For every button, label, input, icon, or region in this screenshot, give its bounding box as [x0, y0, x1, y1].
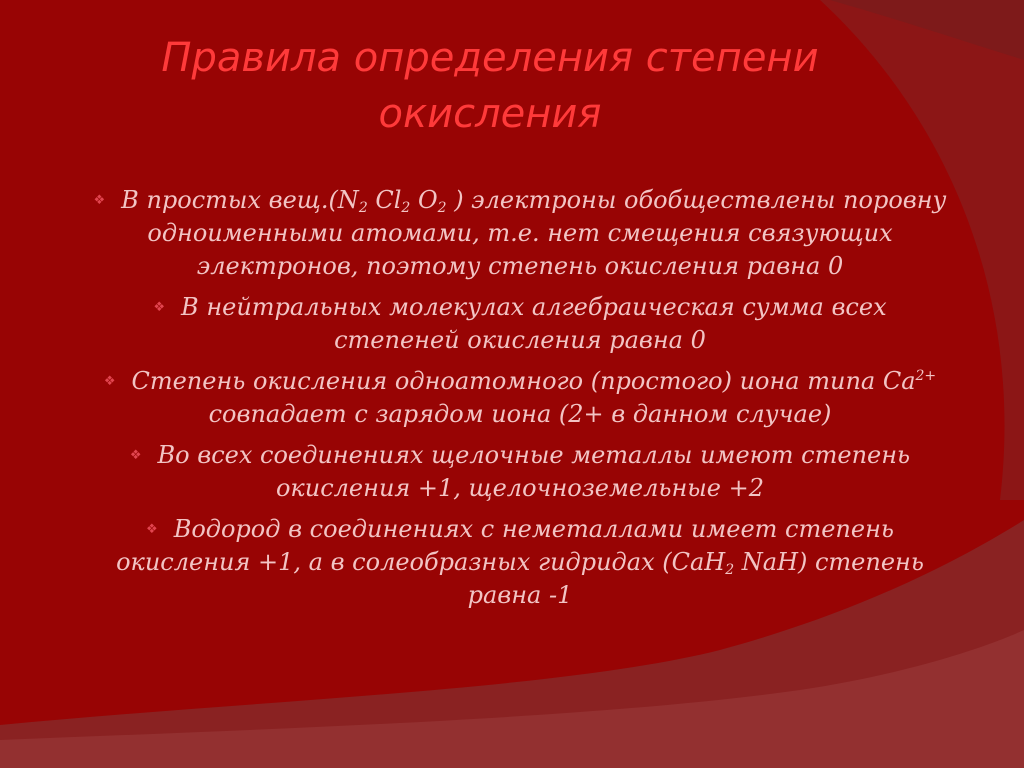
subscript: 2 — [437, 200, 447, 216]
slide-title-line-1: Правила определения степени — [161, 35, 819, 81]
bullet-text: ) электроны обобществлены поровну одноименными атомами, т.е. нет смещения связующих электронов, поэтому степень окисления равна 0 — [147, 186, 947, 280]
subscript: 2 — [358, 200, 368, 216]
bullet-item-monatomic-ion — [80, 365, 960, 431]
subscript: 2 — [725, 562, 735, 578]
bullet-text: O — [410, 186, 438, 214]
diamond-bullet-icon: ❖ — [129, 448, 142, 463]
bullet-text: Cl — [367, 186, 402, 214]
bullet-text: Во всех соединениях щелочные металлы имеют степень окисления +1, щелочноземельные +2 — [157, 441, 911, 502]
bullet-list — [80, 184, 960, 620]
bullet-item-neutral-molecules — [80, 291, 960, 357]
diamond-bullet-icon: ❖ — [93, 193, 106, 208]
bullet-item-simple-substances — [80, 184, 960, 283]
diamond-bullet-icon: ❖ — [153, 300, 166, 315]
diamond-bullet-icon: ❖ — [103, 374, 116, 389]
bullet-text: В нейтральных молекулах алгебраическая сумма всех степеней окисления равна 0 — [181, 293, 887, 354]
diamond-bullet-icon: ❖ — [146, 522, 158, 537]
slide-title-line-2: окисления — [378, 91, 602, 137]
bullet-item-hydrogen — [80, 513, 960, 612]
bullet-text: Водород в соединениях с неметаллами имеет степень окисления +1, а в солеобразных гидридах (CaH — [116, 515, 894, 576]
subscript: 2 — [401, 200, 411, 216]
slide-title — [60, 30, 920, 142]
bullet-text: В простых вещ.(N — [121, 186, 359, 214]
bullet-text: совпадает с зарядом иона (2+ в данном случае) — [208, 400, 832, 428]
bullet-text: NaH) степень равна -1 — [467, 548, 924, 609]
superscript: 2+ — [915, 368, 937, 384]
bullet-text: Степень окисления одноатомного (простого) иона типа Ca — [131, 367, 916, 395]
bullet-item-alkali-metals — [80, 439, 960, 505]
